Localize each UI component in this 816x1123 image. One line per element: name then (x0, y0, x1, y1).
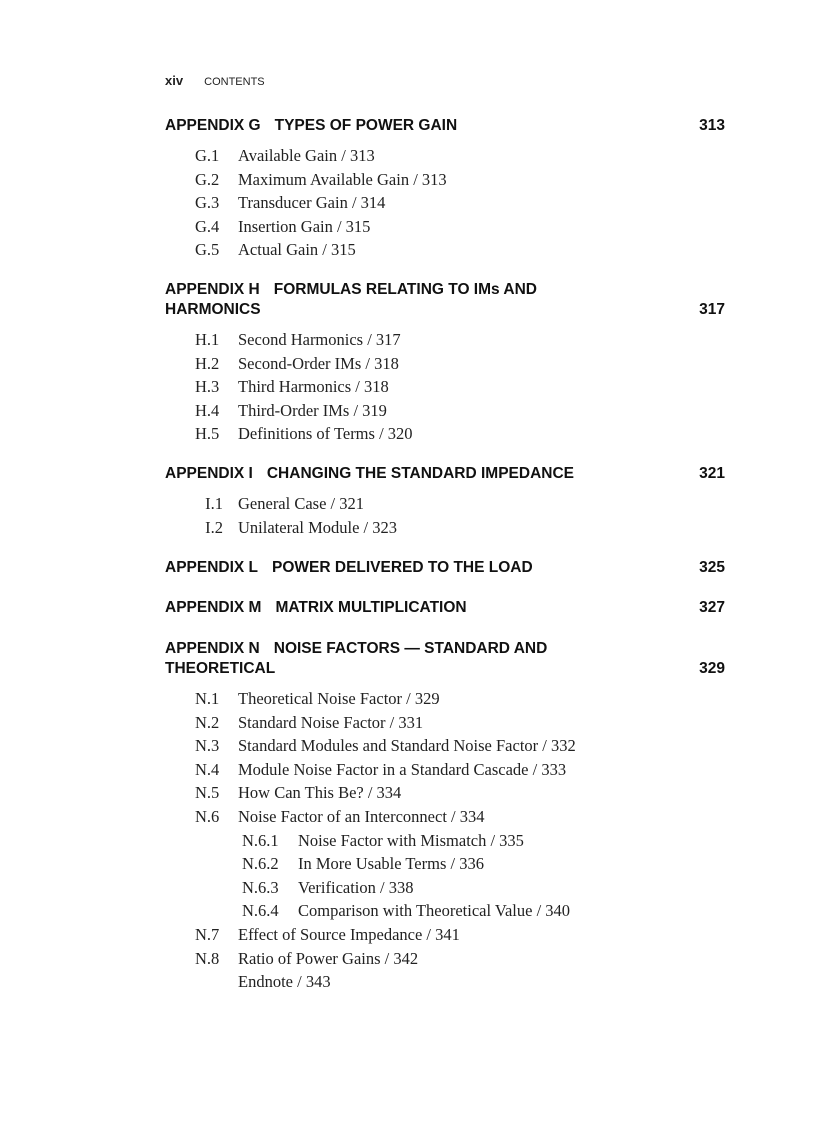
appendix-page-number: 329 (699, 660, 725, 677)
entry-number: G.4 (195, 216, 220, 236)
appendix-title: CHANGING THE STANDARD IMPEDANCE (266, 465, 574, 482)
toc-entry[interactable] (165, 516, 725, 540)
entry-number: N.6.2 (242, 854, 279, 874)
entry-number: G.1 (195, 146, 220, 165)
entry-number: N.8 (195, 948, 220, 968)
entry-number: N.2 (195, 712, 220, 732)
entry-title: Noise Factor with Mismatch / 335 (298, 830, 524, 850)
toc-entry[interactable] (165, 947, 725, 971)
appendix-page-number: 321 (699, 465, 725, 482)
entry-title: Transducer Gain / 314 (238, 193, 386, 213)
entry-title: In More Usable Terms / 336 (298, 854, 484, 874)
entry-number: N.4 (195, 759, 220, 779)
entry-number: H.4 (195, 400, 220, 420)
toc-entry[interactable] (165, 734, 725, 758)
appendix-title: TYPES OF POWER GAIN (274, 117, 458, 134)
entry-title: Standard Noise Factor / 331 (238, 712, 424, 732)
appendix-heading[interactable] (165, 116, 725, 136)
toc-entry[interactable] (165, 215, 725, 239)
toc-entry[interactable] (165, 168, 725, 192)
appendix-label: APPENDIX I (165, 465, 253, 482)
appendix-label: APPENDIX G (165, 117, 261, 134)
entry-list (165, 144, 725, 262)
toc-entry[interactable] (165, 899, 725, 923)
entry-number: N.3 (195, 736, 220, 756)
page-number: xiv (165, 73, 184, 88)
toc-entry[interactable] (165, 805, 725, 829)
entry-title: Definitions of Terms / 320 (238, 424, 413, 444)
entry-number: N.6.3 (242, 877, 279, 897)
toc-entry[interactable] (165, 852, 725, 876)
appendix-label: APPENDIX M (165, 599, 262, 616)
entry-list (165, 492, 725, 539)
toc-entry[interactable] (165, 375, 725, 399)
entry-title: Ratio of Power Gains / 342 (238, 948, 419, 968)
entry-title: Verification / 338 (298, 877, 414, 897)
entry-title: Unilateral Module / 323 (238, 517, 398, 537)
entry-number: I.1 (205, 494, 223, 513)
appendix-heading[interactable] (165, 280, 725, 320)
appendix-label: APPENDIX H (165, 281, 260, 298)
entry-title: Comparison with Theoretical Value / 340 (298, 901, 571, 921)
appendix-heading[interactable] (165, 464, 725, 484)
entry-number: I.2 (205, 517, 223, 537)
appendix-title: MATRIX MULTIPLICATION (275, 599, 467, 616)
entry-title: Second Harmonics / 317 (238, 330, 401, 349)
appendix-label: APPENDIX L (165, 559, 259, 576)
entry-title: Second-Order IMs / 318 (238, 353, 399, 373)
entry-title: Actual Gain / 315 (238, 240, 356, 260)
entry-title: General Case / 321 (238, 494, 364, 513)
appendix-title: FORMULAS RELATING TO IMs AND HARMONICS (165, 281, 537, 318)
entry-number: G.3 (195, 193, 220, 213)
toc-entry[interactable] (165, 352, 725, 376)
appendix-page-number: 325 (699, 559, 725, 576)
toc-entry[interactable] (165, 781, 725, 805)
toc-entry[interactable] (165, 687, 725, 711)
entry-list (165, 687, 725, 994)
entry-title: Available Gain / 313 (238, 146, 375, 165)
entry-number: H.2 (195, 353, 220, 373)
appendix-section (165, 639, 725, 994)
entry-title: Theoretical Noise Factor / 329 (238, 689, 440, 708)
entry-list (165, 328, 725, 446)
appendix-section (165, 464, 725, 539)
toc-entry[interactable] (165, 144, 725, 168)
appendix-title: POWER DELIVERED TO THE LOAD (272, 559, 533, 576)
toc-entry[interactable] (165, 238, 725, 262)
entry-number: N.5 (195, 783, 220, 803)
entry-title: Noise Factor of an Interconnect / 334 (238, 806, 485, 826)
appendix-section (165, 598, 725, 618)
toc-entry[interactable] (165, 923, 725, 947)
entry-number: N.6.4 (242, 901, 279, 921)
appendix-heading[interactable] (165, 639, 725, 679)
appendix-section (165, 116, 725, 262)
entry-number: N.6 (195, 806, 220, 826)
entry-title: Third Harmonics / 318 (238, 377, 389, 397)
toc-entry[interactable] (165, 876, 725, 900)
entry-title: Endnote / 343 (238, 972, 331, 992)
entry-number: G.5 (195, 240, 220, 260)
appendix-label: APPENDIX N (165, 640, 260, 657)
toc-entry[interactable] (165, 492, 725, 516)
appendix-page-number: 317 (699, 301, 725, 318)
section-title: CONTENTS (204, 76, 265, 88)
running-header (165, 73, 265, 88)
toc-entry[interactable] (165, 328, 725, 352)
appendix-page-number: 327 (699, 599, 725, 616)
toc-entry[interactable] (165, 422, 725, 446)
entry-title: How Can This Be? / 334 (238, 783, 402, 803)
entry-number: N.7 (195, 924, 220, 944)
entry-number: G.2 (195, 169, 220, 189)
appendix-heading[interactable] (165, 558, 725, 578)
entry-title: Standard Modules and Standard Noise Factor / 332 (238, 736, 576, 756)
entry-title: Insertion Gain / 315 (238, 216, 371, 236)
appendix-heading[interactable] (165, 598, 725, 618)
entry-title: Maximum Available Gain / 313 (238, 169, 447, 189)
entry-number: H.1 (195, 330, 220, 349)
appendix-title: NOISE FACTORS — STANDARD AND THEORETICAL (165, 640, 548, 677)
entry-number: H.3 (195, 377, 220, 397)
toc-entry[interactable] (165, 970, 725, 994)
toc-entry[interactable] (165, 758, 725, 782)
entry-number: N.6.1 (242, 830, 279, 850)
appendix-page-number: 313 (699, 117, 725, 134)
appendix-section (165, 280, 725, 446)
entry-title: Third-Order IMs / 319 (238, 400, 387, 420)
appendix-section (165, 558, 725, 578)
toc-entry[interactable] (165, 191, 725, 215)
entry-number: N.1 (195, 689, 220, 708)
entry-title: Module Noise Factor in a Standard Cascade / 333 (238, 759, 567, 779)
toc-entry[interactable] (165, 711, 725, 735)
entry-title: Effect of Source Impedance / 341 (238, 924, 460, 944)
entry-number: H.5 (195, 424, 220, 444)
toc-entry[interactable] (165, 829, 725, 853)
toc-entry[interactable] (165, 399, 725, 423)
